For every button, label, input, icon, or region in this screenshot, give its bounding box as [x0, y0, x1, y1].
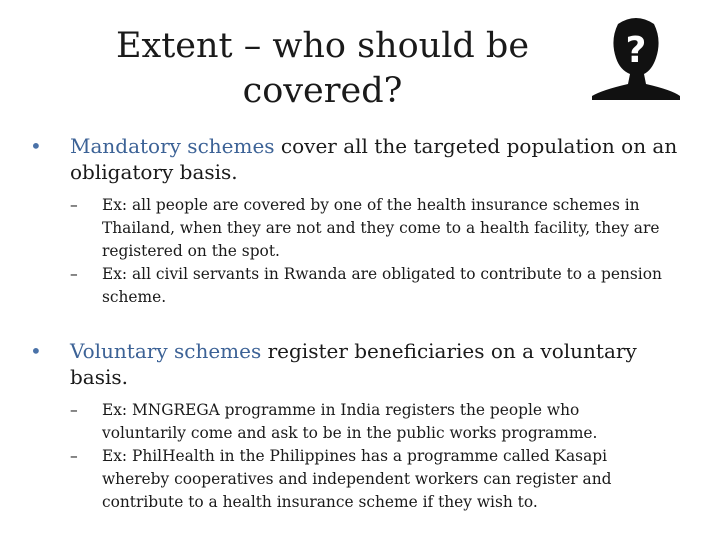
bullet-body: register beneficiaries on a voluntary basis.	[70, 339, 637, 389]
sub-item	[70, 399, 668, 445]
bullet-voluntary	[30, 338, 680, 514]
bullet-text	[70, 133, 680, 185]
bullet-highlight: Voluntary schemes	[70, 339, 262, 363]
bullet-mandatory	[30, 133, 680, 309]
bullet-marker: •	[30, 134, 42, 158]
sub-text: Ex: all civil servants in Rwanda are obligated to contribute to a pension scheme.	[102, 265, 662, 306]
bullet-highlight: Mandatory schemes	[70, 134, 275, 158]
sub-list	[70, 194, 668, 309]
sub-list	[70, 399, 668, 514]
sub-marker: –	[70, 401, 78, 419]
bullet-text	[70, 338, 680, 390]
sub-item	[70, 445, 668, 514]
bullet-marker: •	[30, 339, 42, 363]
svg-text:?: ?	[625, 30, 647, 71]
sub-marker: –	[70, 196, 78, 214]
sub-text: Ex: all people are covered by one of the health insurance schemes in Thailand, when they are not and they come to a health facility, they are registered on the spot.	[102, 196, 660, 260]
bullet-body: cover all the targeted population on an obligatory basis.	[70, 134, 678, 184]
slide-title: Extent – who should be covered?	[115, 26, 530, 111]
unknown-person-icon	[588, 10, 684, 104]
sub-text: Ex: MNGREGA programme in India registers the people who voluntarily come and ask to be in the public works programme.	[102, 401, 598, 442]
sub-text: Ex: PhilHealth in the Philippines has a programme called Kasapi whereby cooperatives and independent workers can register and contribute to a health insurance scheme if they wish to.	[102, 447, 612, 511]
sub-item	[70, 263, 668, 309]
sub-marker: –	[70, 447, 78, 465]
sub-item	[70, 194, 668, 263]
sub-marker: –	[70, 265, 78, 283]
